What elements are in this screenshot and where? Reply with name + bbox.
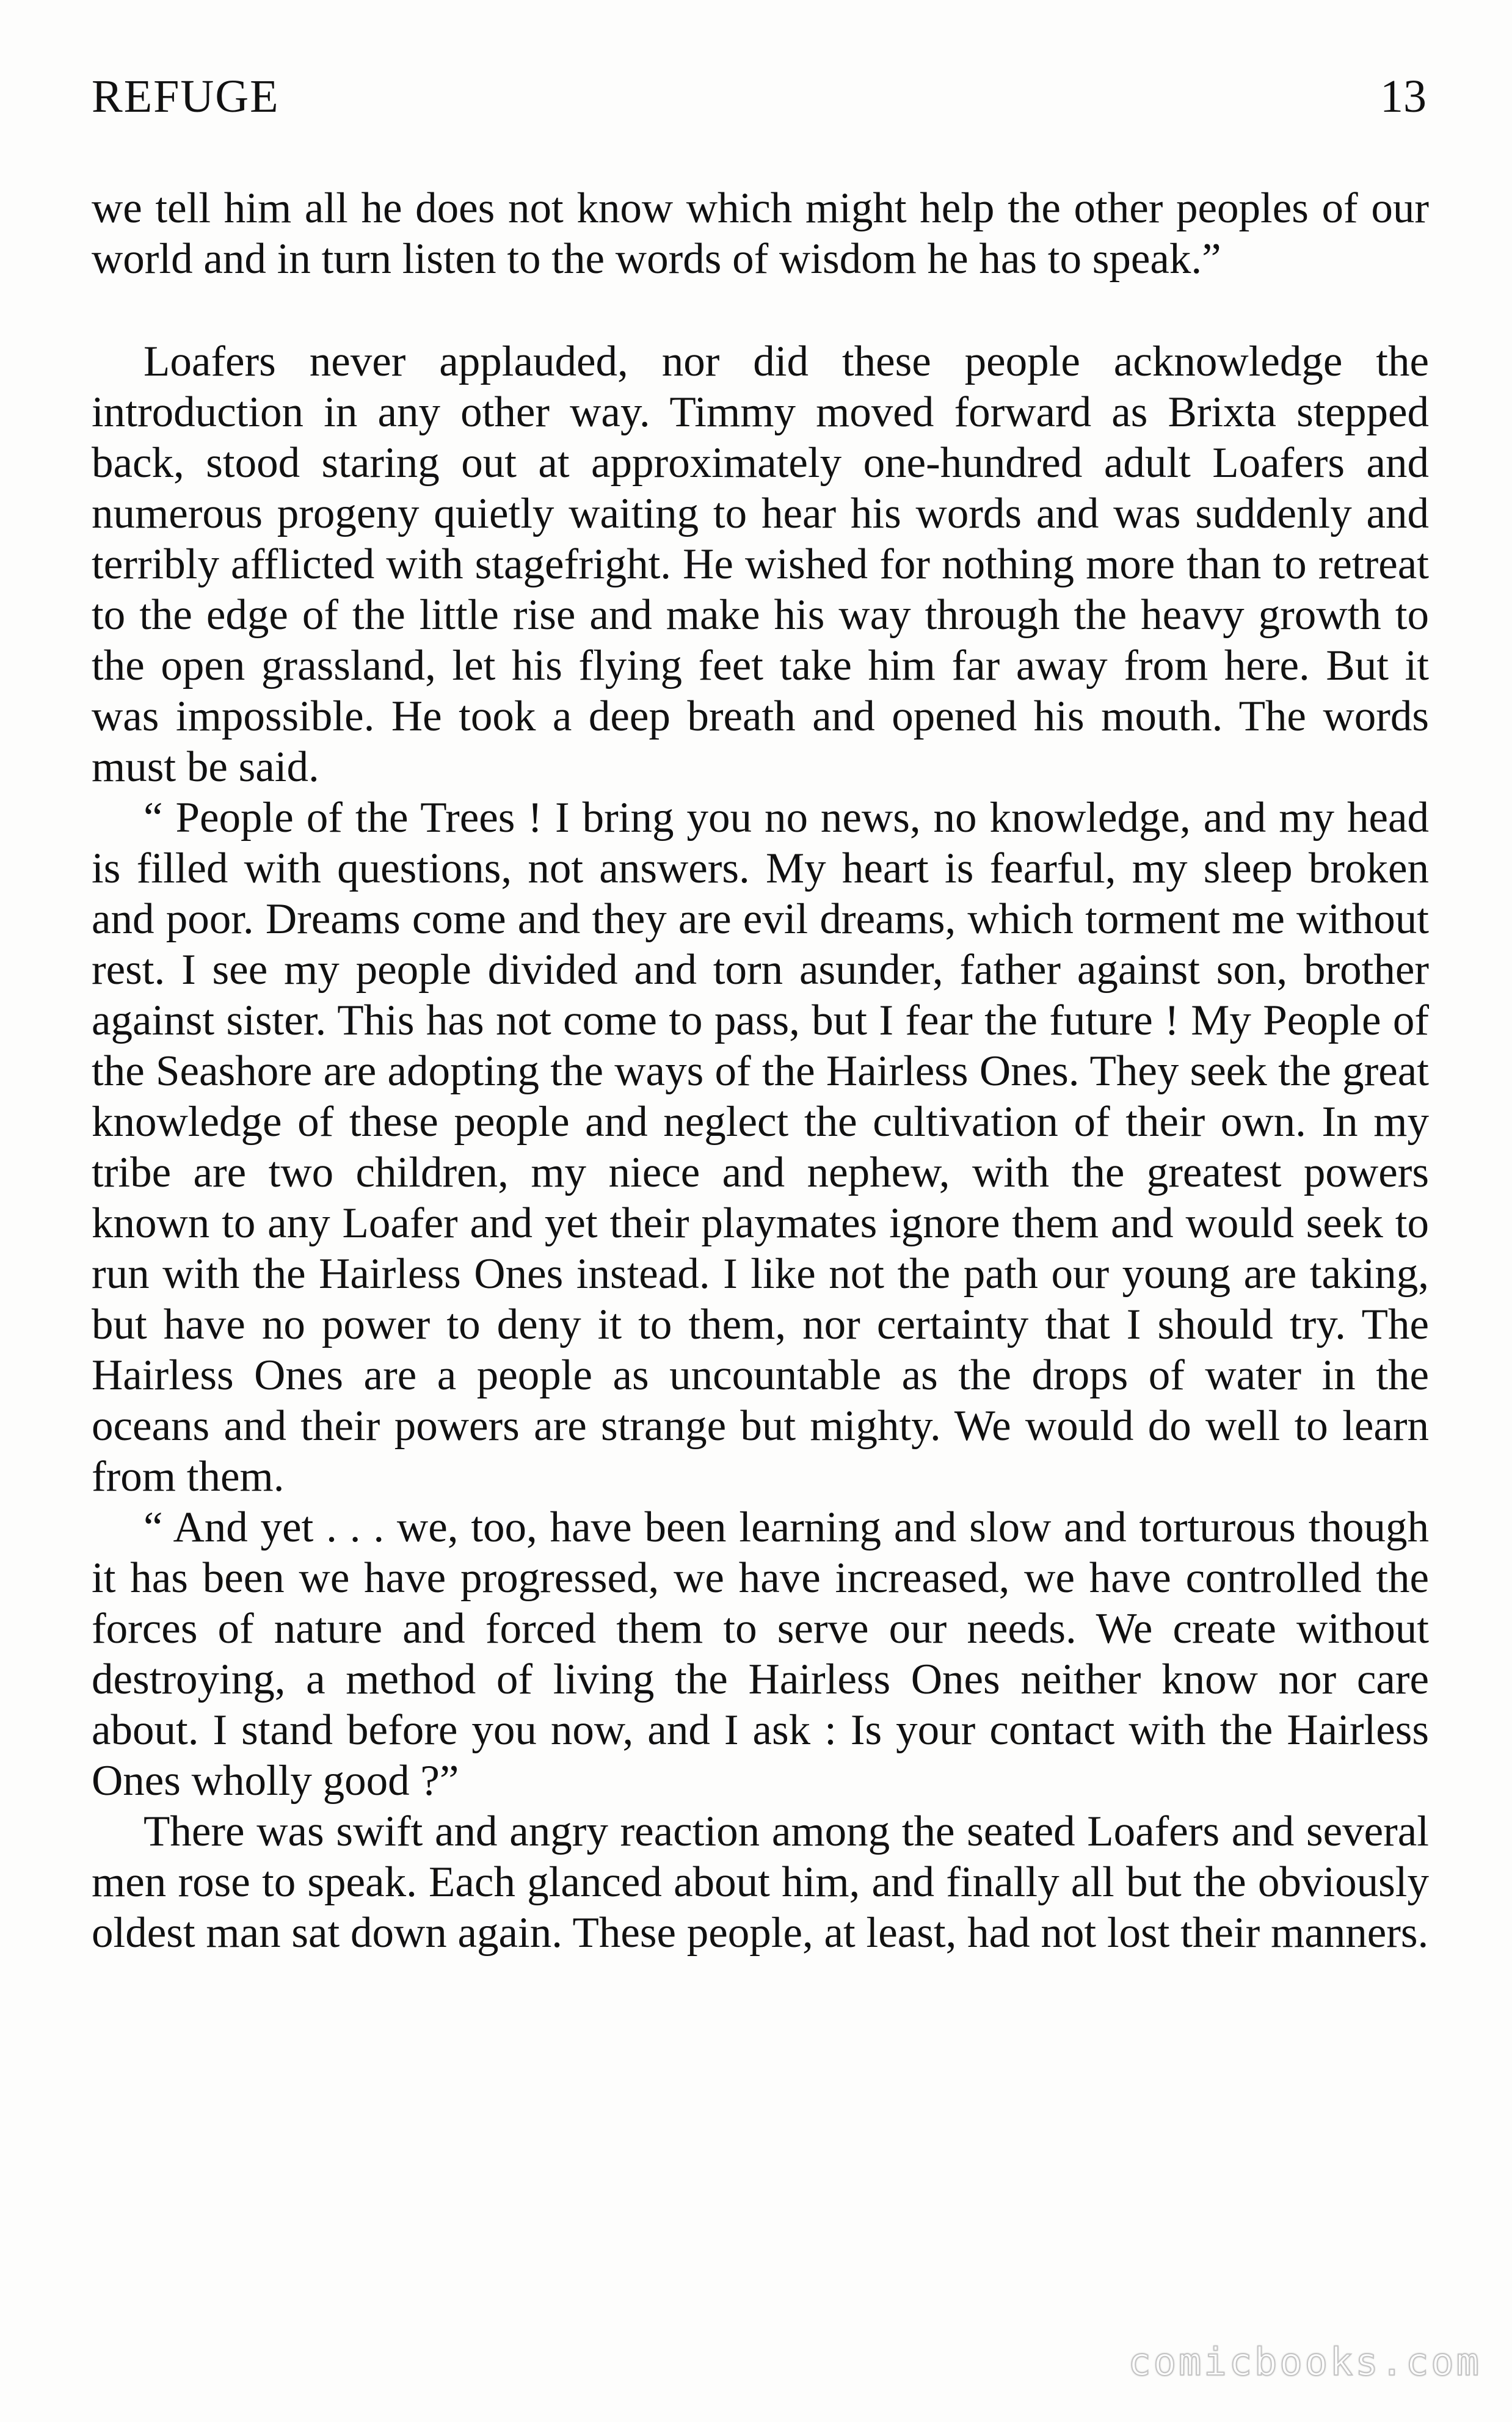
- paragraph-continuation: we tell him all he does not know which might help the other peoples of our world and in turn listen to the words of wisdom he has to speak.”: [92, 184, 1429, 283]
- paragraph: There was swift and angry reaction among the seated Loafers and several men rose to speak. Each glanced about him, and finally all but the obviously oldest man sat down again. These people, at least, had not lost their manners.: [92, 1808, 1429, 1957]
- page-number: 13: [1380, 71, 1427, 122]
- running-head: REFUGE: [92, 71, 280, 122]
- watermark: comicbooks.com: [1128, 2340, 1481, 2384]
- paragraph: Loafers never applauded, nor did these people acknowledge the introduction in any other way. Timmy moved forward as Brixta stepped back, stood staring out at approximately one-hundred adult Loafers and numerous progeny quietly waiting to hear his words and was suddenly and terribly afflicted with stagefright. He wished for nothing more than to retreat to the edge of the little rise and make his way through the heavy growth to the open grassland, let his flying feet take him far away from here. But it was impossible. He took a deep breath and opened his mouth. The words must be said.: [92, 338, 1429, 791]
- page-header: [92, 70, 1427, 131]
- paragraph: “ And yet . . . we, too, have been learning and slow and torturous though it has been we have progressed, we have increased, we have controlled the forces of nature and forced them to serve our needs. We create without destroying, a method of living the Hairless Ones neither know nor care about. I stand before you now, and I ask : Is your contact with the Hairless Ones wholly good ?”: [92, 1504, 1429, 1805]
- paragraph: “ People of the Trees ! I bring you no news, no knowledge, and my head is filled with questions, not answers. My heart is fearful, my sleep broken and poor. Dreams come and they are evil dreams, which torment me without rest. I see my people divided and torn asunder, father against son, brother against sister. This has not come to pass, but I fear the future ! My People of the Seashore are adopting the ways of the Hairless Ones. They seek the great knowledge of these people and neglect the cultivation of their own. In my tribe are two children, my niece and nephew, with the greatest powers known to any Loafer and yet their playmates ignore them and would seek to run with the Hairless Ones instead. I like not the path our young are taking, but have no power to deny it to them, nor certainty that I should try. The Hairless Ones are a people as uncountable as the drops of water in the oceans and their powers are strange but mighty. We would do well to learn from them.: [92, 794, 1429, 1500]
- body-text: [92, 183, 1429, 1958]
